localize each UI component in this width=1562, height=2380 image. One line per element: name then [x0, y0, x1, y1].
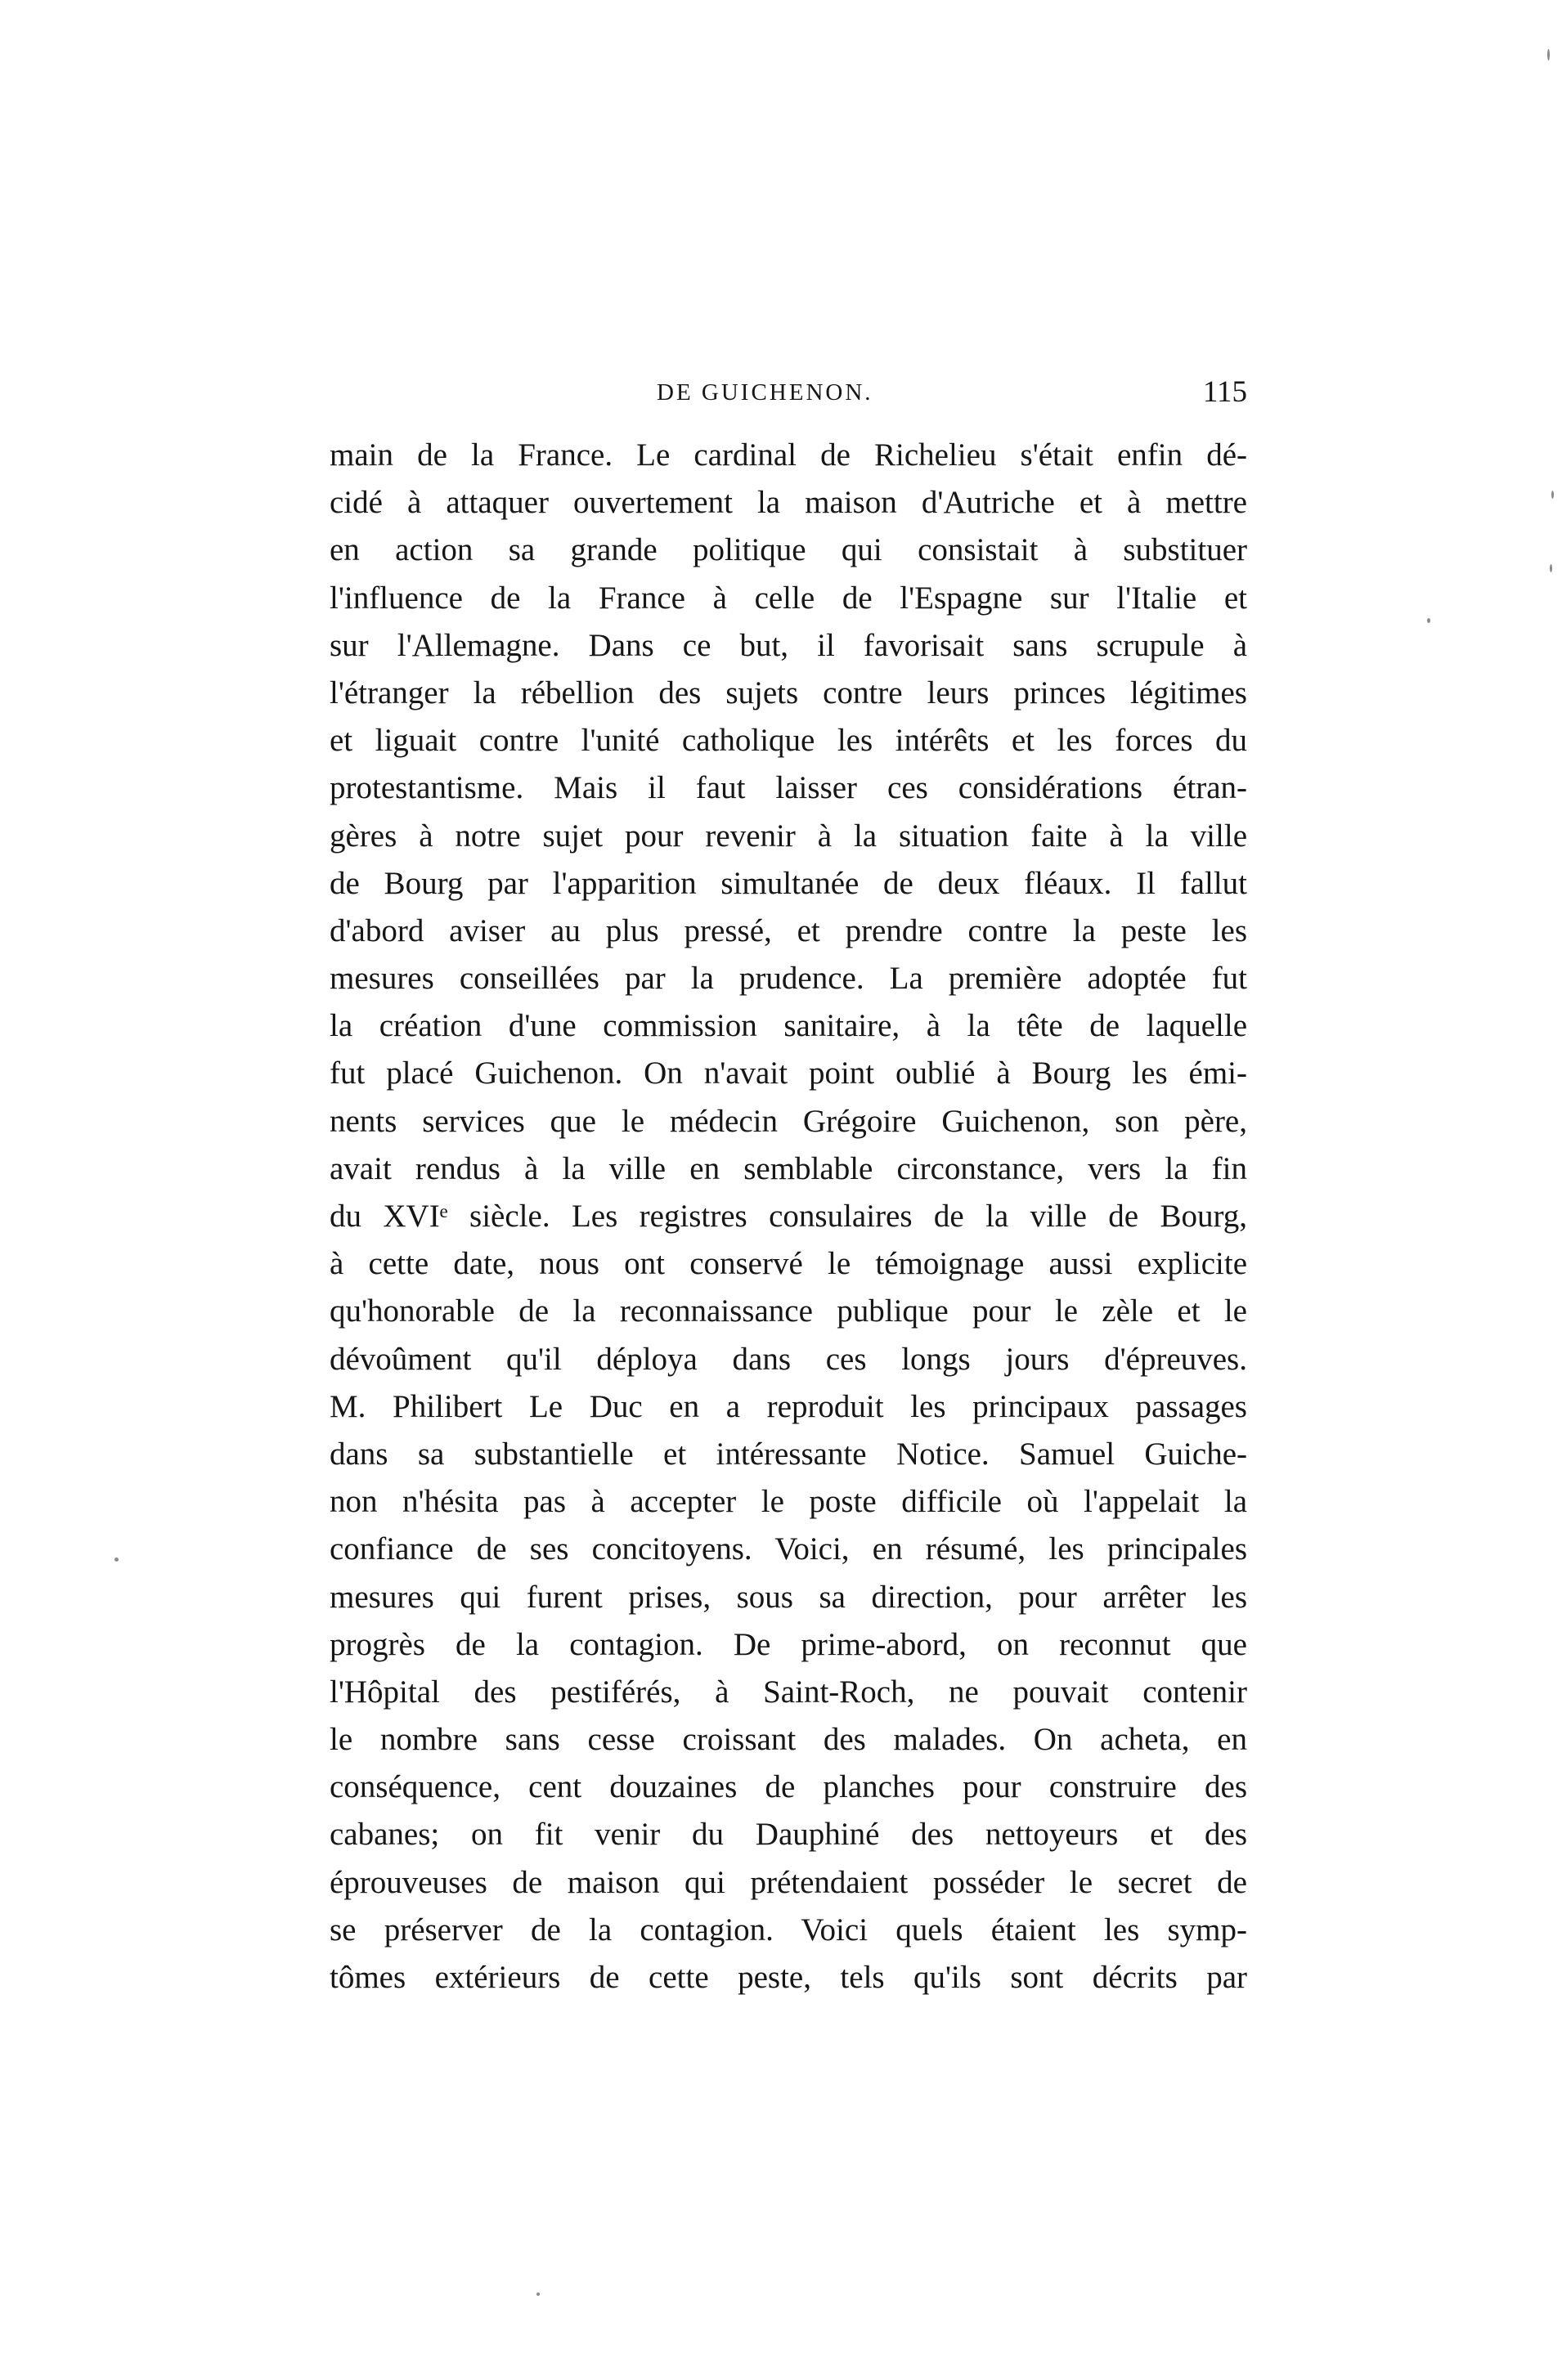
running-header	[327, 372, 1247, 413]
text-line: l'Hôpital des pestiférés, à Saint-Roch, ne pouvait contenir	[330, 1674, 1247, 1710]
text-line: qu'honorable de la reconnaissance publique pour le zèle et le	[330, 1293, 1247, 1329]
scan-speck	[1551, 491, 1554, 499]
text-line: se préserver de la contagion. Voici quels étaient les symp-	[330, 1912, 1247, 1947]
text-line: fut placé Guichenon. On n'avait point oublié à Bourg les émi-	[330, 1056, 1247, 1091]
text-line: mesures conseillées par la prudence. La première adoptée fut	[330, 961, 1247, 997]
text-line: progrès de la contagion. De prime-abord, on reconnut que	[330, 1626, 1247, 1662]
text-line: de Bourg par l'apparition simultanée de deux fléaux. Il fallut	[330, 865, 1247, 901]
scan-speck	[114, 1558, 119, 1562]
text-line: sur l'Allemagne. Dans ce but, il favorisait sans scrupule à	[330, 627, 1247, 663]
text-line: et liguait contre l'unité catholique les intérêts et les forces du	[330, 723, 1247, 759]
text-line: mesures qui furent prises, sous sa direction, pour arrêter les	[330, 1579, 1247, 1615]
running-title: DE GUICHENON.	[657, 379, 873, 406]
text-line: le nombre sans cesse croissant des malades. On acheta, en	[330, 1722, 1247, 1758]
page-number: 115	[1202, 375, 1247, 409]
text-line: d'abord aviser au plus pressé, et prendre contre la peste les	[330, 912, 1247, 948]
text-line: tômes extérieurs de cette peste, tels qu'ils sont décrits par	[330, 1960, 1247, 1995]
text-line: cabanes; on fit venir du Dauphiné des nettoyeurs et des	[330, 1817, 1247, 1853]
text-line: du XVIᵉ siècle. Les registres consulaires de la ville de Bourg,	[330, 1199, 1247, 1234]
text-line: en action sa grande politique qui consistait à substituer	[330, 532, 1247, 568]
text-line: non n'hésita pas à accepter le poste difficile où l'appelait la	[330, 1484, 1247, 1520]
text-line: dans sa substantielle et intéressante Notice. Samuel Guiche-	[330, 1436, 1247, 1472]
text-line: avait rendus à la ville en semblable circonstance, vers la fin	[330, 1150, 1247, 1186]
scan-speck	[536, 2293, 540, 2296]
text-line: M. Philibert Le Duc en a reproduit les principaux passages	[330, 1388, 1247, 1424]
text-line: dévoûment qu'il déploya dans ces longs jours d'épreuves.	[330, 1341, 1247, 1377]
text-line: l'influence de la France à celle de l'Espagne sur l'Italie et	[330, 580, 1247, 616]
scan-speck	[1427, 618, 1430, 623]
text-line: éprouveuses de maison qui prétendaient posséder le secret de	[330, 1864, 1247, 1900]
text-line: protestantisme. Mais il faut laisser ces considérations étran-	[330, 770, 1247, 806]
text-line: à cette date, nous ont conservé le témoignage aussi explicite	[330, 1246, 1247, 1282]
text-line: gères à notre sujet pour revenir à la situation faite à la ville	[330, 818, 1247, 854]
body-text	[330, 432, 1247, 2001]
text-line: cidé à attaquer ouvertement la maison d'Autriche et à mettre	[330, 485, 1247, 521]
text-line: confiance de ses concitoyens. Voici, en résumé, les principales	[330, 1531, 1247, 1567]
scan-speck	[1550, 564, 1552, 572]
text-line: conséquence, cent douzaines de planches pour construire des	[330, 1769, 1247, 1805]
text-line: la création d'une commission sanitaire, à la tête de laquelle	[330, 1008, 1247, 1044]
text-line: nents services que le médecin Grégoire Guichenon, son père,	[330, 1103, 1247, 1139]
scan-speck	[1547, 49, 1550, 61]
text-line: l'étranger la rébellion des sujets contre leurs princes légitimes	[330, 675, 1247, 710]
text-line: main de la France. Le cardinal de Richelieu s'était enfin dé-	[330, 437, 1247, 473]
